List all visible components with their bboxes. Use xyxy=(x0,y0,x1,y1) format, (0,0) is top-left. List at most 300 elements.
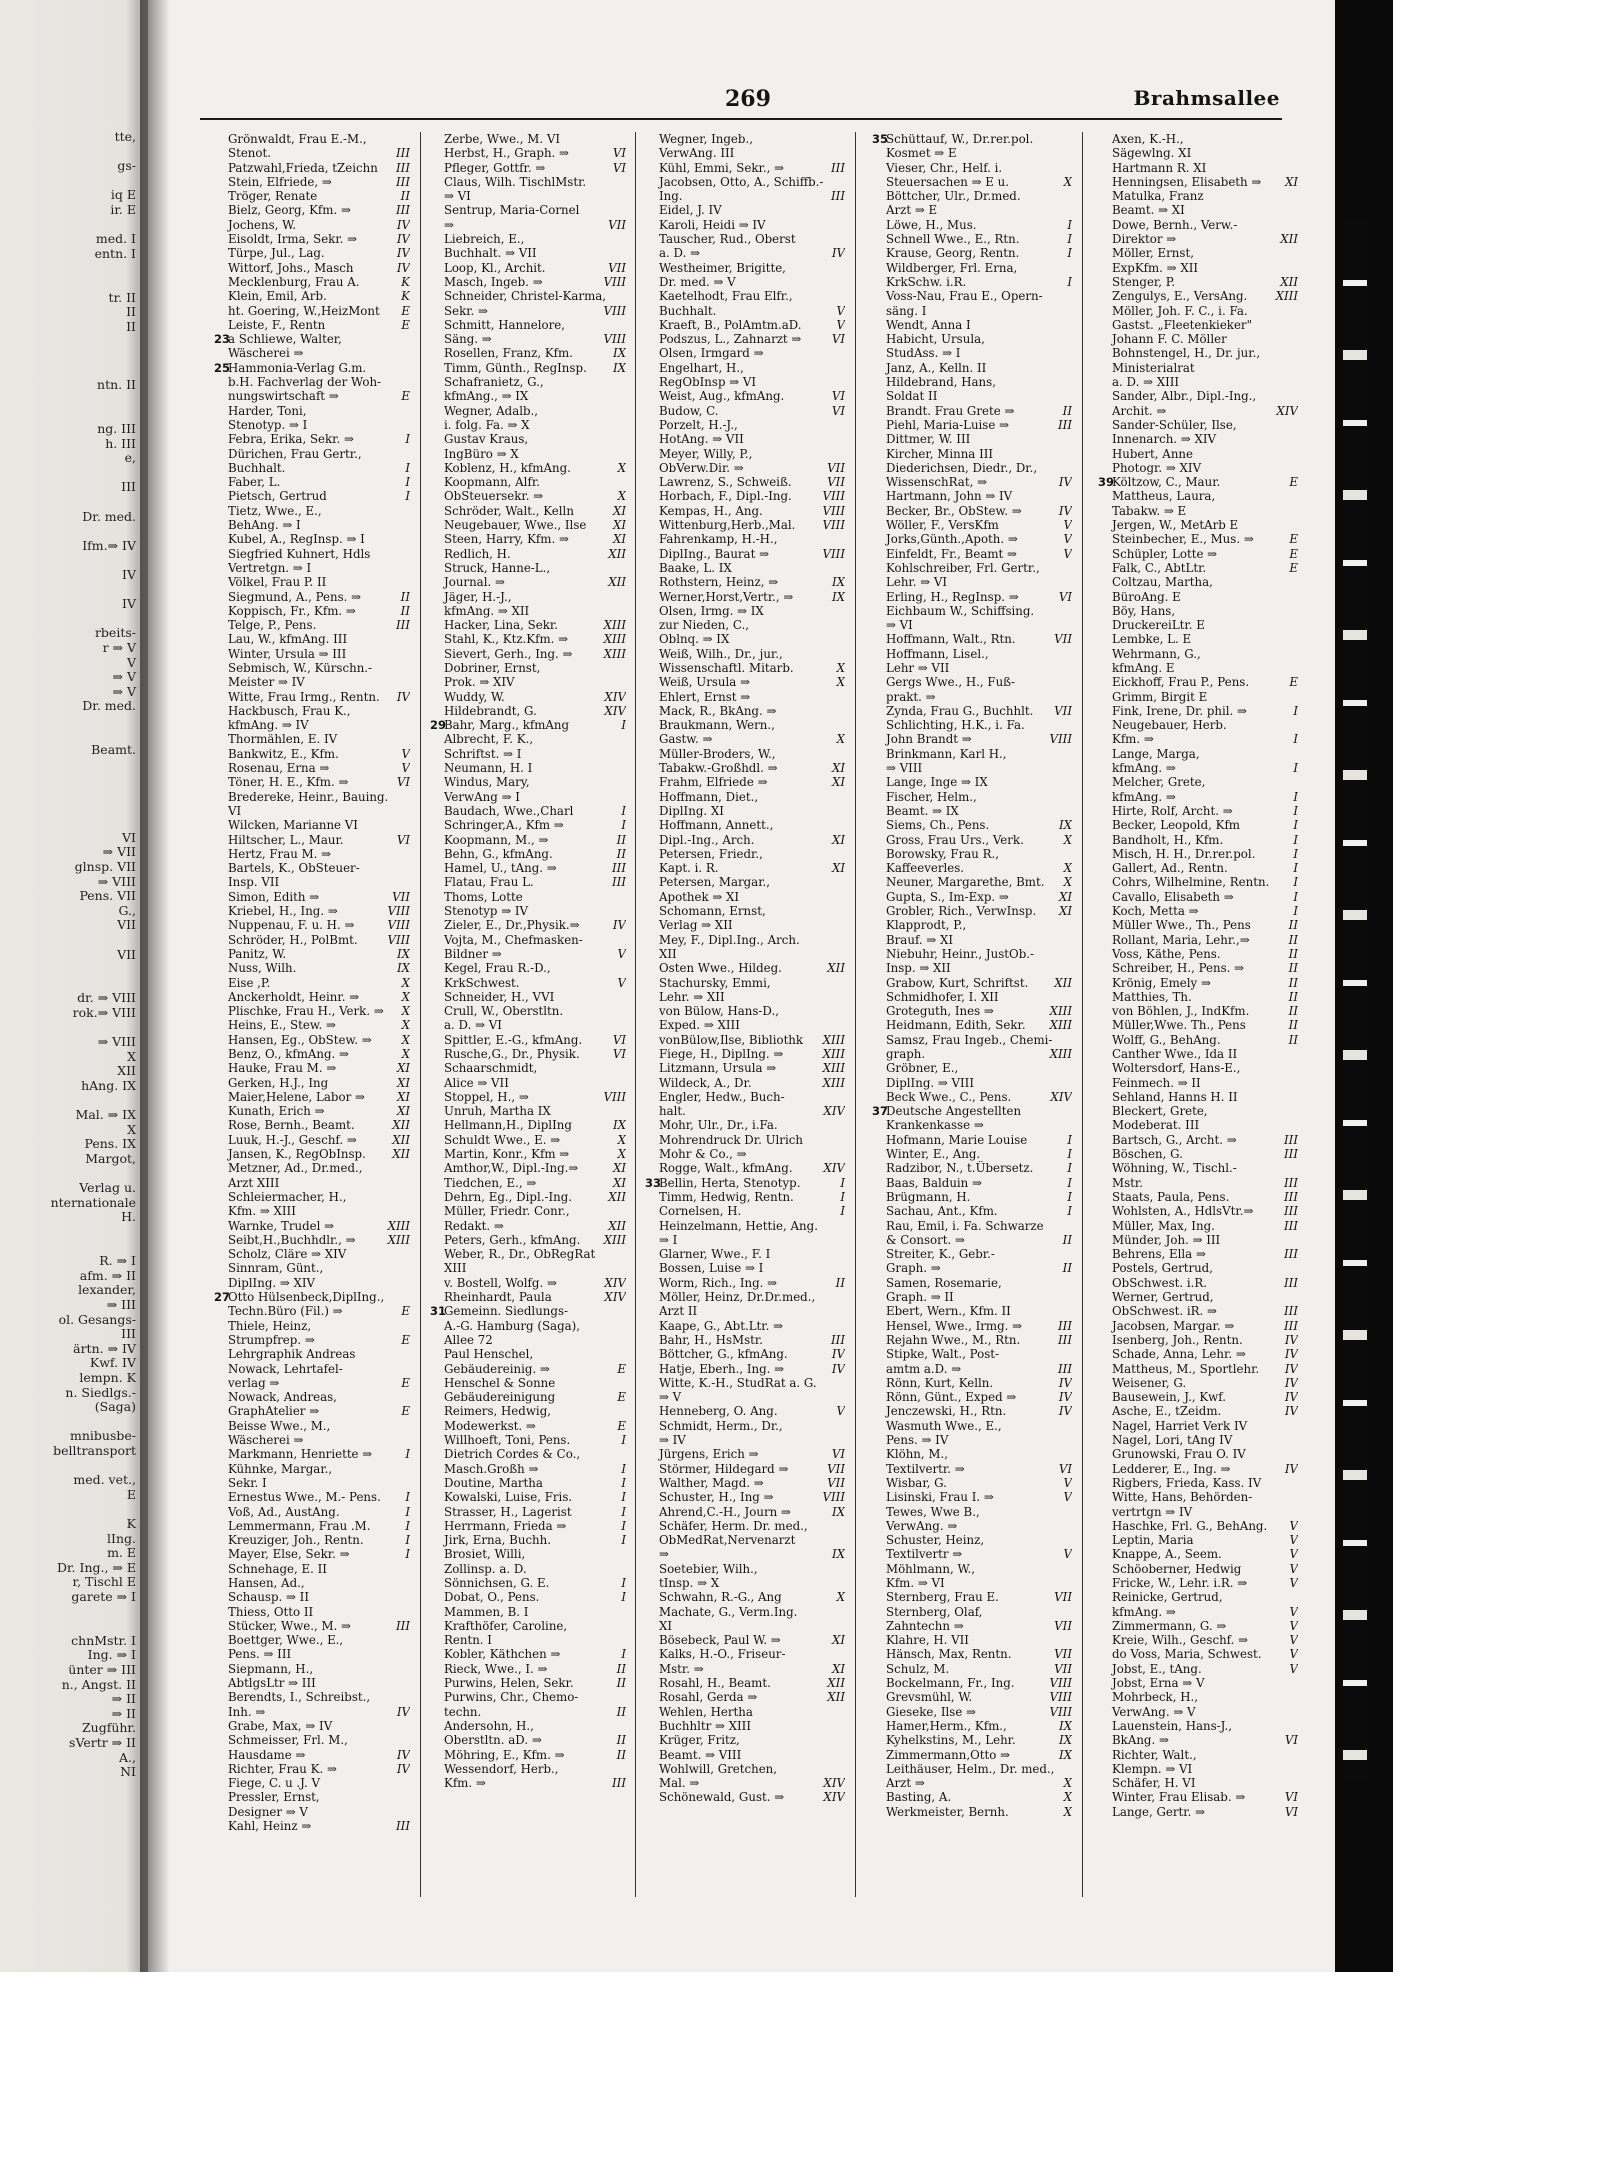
floor-marker: III xyxy=(1055,1333,1072,1347)
resident-name: Sander-Schüler, Ilse, xyxy=(1112,417,1237,432)
directory-entry xyxy=(645,875,845,889)
resident-name: Meyer, Willy, P., xyxy=(659,446,753,461)
floor-marker: XI xyxy=(610,1176,626,1190)
resident-name: Bandholt, H., Kfm. xyxy=(1112,832,1224,847)
resident-name: ⇒ VIII xyxy=(886,761,923,776)
floor-marker: IV xyxy=(1056,1390,1072,1404)
directory-entry xyxy=(1098,1104,1298,1118)
resident-name: Groteguth, Ines ⇒ xyxy=(886,1004,994,1019)
resident-name: zur Nieden, C., xyxy=(659,618,750,633)
resident-name: Graph. ⇒ xyxy=(886,1261,941,1276)
facing-page-text: e, xyxy=(124,450,136,466)
directory-entry xyxy=(872,818,1072,832)
resident-name: Mal. ⇒ xyxy=(659,1776,700,1791)
floor-marker: I xyxy=(618,804,626,818)
directory-entry xyxy=(872,1647,1072,1661)
directory-entry xyxy=(214,1719,410,1733)
directory-entry xyxy=(645,246,845,260)
floor-marker: I xyxy=(1290,818,1298,832)
resident-name: Heidmann, Edith, Sekr. xyxy=(886,1018,1026,1033)
directory-entry xyxy=(430,1362,626,1376)
resident-name: WissenschRat, ⇒ xyxy=(886,475,987,490)
directory-entry xyxy=(645,304,845,318)
resident-name: Niebuhr, Heinr., JustOb.- xyxy=(886,946,1034,961)
directory-entry xyxy=(645,1104,845,1118)
resident-name: Andersohn, H., xyxy=(444,1718,534,1733)
directory-entry xyxy=(645,361,845,375)
resident-name: Neugebauer, Herb. xyxy=(1112,718,1227,733)
resident-name: Weber, R., Dr., ObRegRat xyxy=(444,1247,596,1262)
directory-entry xyxy=(645,632,845,646)
floor-marker: II xyxy=(1286,1004,1298,1018)
resident-name: Claus, Wilh. TischlMstr. xyxy=(444,174,587,189)
floor-marker: XI xyxy=(829,861,845,875)
directory-entry xyxy=(872,203,1072,217)
resident-name: Gieseke, Ilse ⇒ xyxy=(886,1704,976,1719)
resident-name: ObSchwest. i.R. xyxy=(1112,1275,1208,1290)
directory-entry xyxy=(430,747,626,761)
resident-name: Wegner, Ingeb., xyxy=(659,132,753,146)
directory-entry xyxy=(872,1347,1072,1361)
directory-entry xyxy=(214,1390,410,1404)
resident-name: Ing. xyxy=(659,189,683,204)
resident-name: Gemeinn. Siedlungs- xyxy=(444,1304,568,1319)
floor-marker: VI xyxy=(610,146,626,160)
resident-name: Haschke, Frl. G., BehAng. xyxy=(1112,1518,1268,1533)
directory-entry xyxy=(214,418,410,432)
directory-entry xyxy=(645,1090,845,1104)
floor-marker: XI xyxy=(829,761,845,775)
resident-name: Münder, Joh. ⇒ III xyxy=(1112,1232,1221,1247)
directory-entry xyxy=(214,1290,410,1304)
resident-name: Walther, Magd. ⇒ xyxy=(659,1475,764,1490)
directory-entry xyxy=(872,161,1072,175)
resident-name: b.H. Fachverlag der Woh- xyxy=(228,375,382,390)
directory-entry xyxy=(214,375,410,389)
floor-marker: X xyxy=(615,1133,626,1147)
directory-entry xyxy=(214,275,410,289)
floor-marker: II xyxy=(614,1662,626,1676)
resident-name: Berendts, I., Schreibst., xyxy=(228,1690,371,1705)
directory-entry xyxy=(430,1076,626,1090)
facing-page-text: lexander, xyxy=(78,1282,136,1298)
directory-entry xyxy=(872,1447,1072,1461)
resident-name: Wittenburg,Herb.,Mal. xyxy=(659,518,796,533)
resident-name: RegObInsp ⇒ VI xyxy=(659,375,757,390)
directory-entry xyxy=(872,418,1072,432)
resident-name: Beisse Wwe., M., xyxy=(228,1418,331,1433)
facing-page-text: X xyxy=(127,1048,136,1064)
floor-marker: XIV xyxy=(601,704,626,718)
resident-name: Schneider, H., VVI xyxy=(444,989,555,1004)
floor-marker: III xyxy=(393,1619,410,1633)
directory-entry xyxy=(1098,1762,1298,1776)
directory-entry xyxy=(872,1490,1072,1504)
resident-name: Glarner, Wwe., F. I xyxy=(659,1247,771,1262)
directory-entry xyxy=(872,1605,1072,1619)
facing-page-text: ntn. II xyxy=(97,377,136,393)
resident-name: Olsen, Irmgard ⇒ xyxy=(659,346,764,361)
resident-name: Kalks, H.-O., Friseur- xyxy=(659,1647,786,1662)
resident-name: Bossen, Luise ⇒ I xyxy=(659,1261,764,1276)
resident-name: Meister ⇒ IV xyxy=(228,675,305,690)
floor-marker: XII xyxy=(389,1133,410,1147)
floor-marker: IV xyxy=(1282,1376,1298,1390)
facing-page-text: ⇒ II xyxy=(111,1705,136,1721)
resident-name: Ahrend,C.-H., Journ ⇒ xyxy=(659,1504,791,1519)
facing-page-text: IV xyxy=(122,567,136,582)
directory-entry xyxy=(872,1719,1072,1733)
directory-entry xyxy=(430,332,626,346)
directory-entry xyxy=(1098,618,1298,632)
floor-marker: I xyxy=(618,1576,626,1590)
directory-entry xyxy=(872,1233,1072,1247)
resident-name: kfmAng. ⇒ IV xyxy=(228,718,309,733)
directory-entry xyxy=(872,718,1072,732)
resident-name: Pens. ⇒ III xyxy=(228,1647,292,1662)
resident-name: Säng. ⇒ xyxy=(444,332,492,347)
resident-name: Baas, Balduin ⇒ xyxy=(886,1175,982,1190)
directory-entry xyxy=(214,1505,410,1519)
resident-name: Fiege, C. u .J. V xyxy=(228,1776,321,1791)
resident-name: Rau, Emil, i. Fa. Schwarze xyxy=(886,1218,1044,1233)
resident-name: Bockelmann, Fr., Ing. xyxy=(886,1676,1015,1691)
floor-marker: I xyxy=(837,1190,845,1204)
facing-page-text: VII xyxy=(117,946,136,962)
directory-entry xyxy=(430,961,626,975)
facing-page-text: Beamt. xyxy=(91,742,136,758)
resident-name: Koppisch, Fr., Kfm. ⇒ xyxy=(228,603,356,618)
floor-marker: I xyxy=(837,1204,845,1218)
resident-name: Eise ,P. xyxy=(228,975,271,990)
directory-entry xyxy=(430,1462,626,1476)
resident-name: Stenotyp ⇒ IV xyxy=(444,904,529,919)
directory-entry xyxy=(645,1690,845,1704)
directory-entry xyxy=(1098,146,1298,160)
facing-page-text: II xyxy=(126,318,136,334)
directory-entry xyxy=(1098,904,1298,918)
floor-marker: VI xyxy=(1282,1790,1298,1804)
directory-entry xyxy=(214,1562,410,1576)
directory-entry xyxy=(872,804,1072,818)
floor-marker: E xyxy=(398,1404,410,1418)
resident-name: Gupta, S., Im-Exp. ⇒ xyxy=(886,889,1009,904)
resident-name: Cornelsen, H. xyxy=(659,1204,742,1219)
directory-entry xyxy=(1098,432,1298,446)
floor-marker: X xyxy=(399,990,410,1004)
directory-entry xyxy=(430,1290,626,1304)
resident-name: DiplIng. XI xyxy=(659,803,724,818)
directory-entry xyxy=(872,132,1072,146)
floor-marker: X xyxy=(399,1033,410,1047)
resident-name: Hamel, U., tAng. ⇒ xyxy=(444,861,557,876)
floor-marker: X xyxy=(399,1047,410,1061)
resident-name: Tauscher, Rud., Oberst xyxy=(659,232,796,247)
resident-name: Stipke, Walt., Post- xyxy=(886,1347,1000,1362)
facing-page-text: ir. E xyxy=(110,202,136,217)
resident-name: Kfm. ⇒ xyxy=(1112,732,1154,747)
floor-marker: VIII xyxy=(820,504,846,518)
resident-name: Fink, Irene, Dr. phil. ⇒ xyxy=(1112,703,1247,718)
resident-name: Journal. ⇒ xyxy=(444,575,505,590)
directory-entry xyxy=(430,1376,626,1390)
directory-entry xyxy=(645,218,845,232)
directory-entry xyxy=(645,1762,845,1776)
resident-name: ⇒ xyxy=(659,1547,669,1562)
floor-marker: XIII xyxy=(601,618,626,632)
facing-page-text: Dr. Ing., ⇒ E xyxy=(56,1559,136,1575)
resident-name: Brinkmann, Karl H., xyxy=(886,746,1007,761)
floor-marker: I xyxy=(618,1519,626,1533)
directory-entry xyxy=(872,561,1072,575)
directory-entry xyxy=(430,1633,626,1647)
resident-name: halt. xyxy=(659,1104,686,1119)
resident-name: & Consort. ⇒ xyxy=(886,1232,965,1247)
directory-entry xyxy=(645,647,845,661)
floor-marker: E xyxy=(1286,547,1298,561)
facing-page-text: iq E xyxy=(110,187,136,203)
directory-entry xyxy=(214,1748,410,1762)
directory-entry xyxy=(1098,1233,1298,1247)
directory-entry xyxy=(1098,632,1298,646)
facing-page-text: rbeits- xyxy=(94,625,136,641)
directory-entry xyxy=(645,1033,845,1047)
resident-name: Engelhart, H., xyxy=(659,360,744,375)
floor-marker: I xyxy=(402,461,410,475)
directory-entry xyxy=(430,1276,626,1290)
resident-name: nungswirtschaft ⇒ xyxy=(228,389,339,404)
resident-name: Richter, Walt., xyxy=(1112,1747,1197,1762)
resident-name: Dr. med. ⇒ V xyxy=(659,274,736,289)
directory-entry xyxy=(430,1333,626,1347)
directory-entry xyxy=(872,790,1072,804)
resident-name: vonBülow,Ilse, Bibliothk xyxy=(659,1032,804,1047)
floor-marker: I xyxy=(1064,1133,1072,1147)
directory-entry xyxy=(430,1590,626,1604)
floor-marker: IX xyxy=(829,590,845,604)
resident-name: Axen, K.-H., xyxy=(1112,132,1184,146)
resident-name: Dobat, O., Pens. xyxy=(444,1590,540,1605)
resident-name: Jenczewski, H., Rtn. xyxy=(886,1404,1007,1419)
resident-name: Bösebeck, Paul W. ⇒ xyxy=(659,1633,781,1648)
resident-name: Stoppel, H., ⇒ xyxy=(444,1089,529,1104)
facing-page-text: ⇒ VII xyxy=(102,844,136,860)
resident-name: Siepmann, H., xyxy=(228,1661,314,1676)
facing-page-text: n. Siedlgs.- xyxy=(65,1384,136,1400)
directory-entry xyxy=(214,1090,410,1104)
resident-name: Windus, Mary, xyxy=(444,775,530,790)
directory-entry xyxy=(214,661,410,675)
resident-name: Jirk, Erna, Buchh. xyxy=(444,1533,551,1548)
resident-name: Thoms, Lotte xyxy=(444,889,523,904)
resident-name: Pens. ⇒ IV xyxy=(886,1433,949,1448)
directory-entry xyxy=(1098,1390,1298,1404)
directory-entry xyxy=(430,461,626,475)
directory-entry xyxy=(214,790,410,804)
resident-name: Reinicke, Gertrud, xyxy=(1112,1590,1223,1605)
resident-name: tInsp. ⇒ X xyxy=(659,1575,720,1590)
directory-entry xyxy=(645,1719,845,1733)
directory-entry xyxy=(214,447,410,461)
directory-entry xyxy=(645,1061,845,1075)
directory-entry xyxy=(430,775,626,789)
floor-marker: I xyxy=(1064,275,1072,289)
directory-entry xyxy=(872,1690,1072,1704)
directory-entry xyxy=(1098,1590,1298,1604)
directory-entry xyxy=(1098,861,1298,875)
directory-entry xyxy=(214,1247,410,1261)
resident-name: Liebreich, E., xyxy=(444,232,525,247)
directory-entry xyxy=(214,1676,410,1690)
resident-name: Matulka, Franz xyxy=(1112,189,1204,204)
facing-page-text: belltransport xyxy=(53,1443,136,1458)
directory-entry xyxy=(1098,804,1298,818)
facing-page-text: Kwf. IV xyxy=(89,1355,136,1371)
directory-entry xyxy=(430,875,626,889)
resident-name: Wehrmann, G., xyxy=(1112,646,1201,661)
resident-name: Seibt,H.,Buchhdlr., ⇒ xyxy=(228,1232,356,1247)
resident-name: kfmAng. E xyxy=(1112,660,1175,675)
resident-name: Möller, Heinz, Dr.Dr.med., xyxy=(659,1290,816,1305)
resident-name: Melcher, Grete, xyxy=(1112,775,1206,790)
floor-marker: VIII xyxy=(385,933,411,947)
resident-name: Lange, Marga, xyxy=(1112,746,1200,761)
floor-marker: V xyxy=(1060,547,1072,561)
floor-marker: III xyxy=(1281,1176,1298,1190)
resident-name: Koopmann, Alfr. xyxy=(444,475,540,490)
directory-entry xyxy=(645,1376,845,1390)
directory-entry xyxy=(430,1547,626,1561)
floor-marker: V xyxy=(1286,1547,1298,1561)
resident-name: Lange, Gertr. ⇒ xyxy=(1112,1804,1206,1819)
directory-entry xyxy=(214,161,410,175)
directory-entry xyxy=(645,1748,845,1762)
resident-name: Wittorf, Johs., Masch xyxy=(228,260,354,275)
directory-entry xyxy=(872,447,1072,461)
directory-entry xyxy=(872,1790,1072,1804)
directory-entry xyxy=(430,1419,626,1433)
directory-entry xyxy=(430,1404,626,1418)
resident-name: Nuss, Wilh. xyxy=(228,961,297,976)
floor-marker: VI xyxy=(1056,590,1072,604)
floor-marker: XI xyxy=(829,833,845,847)
facing-page-text: Zugführ. xyxy=(81,1720,136,1736)
resident-name: Winter, Frau Elisab. ⇒ xyxy=(1112,1790,1246,1805)
directory-entry xyxy=(1098,647,1298,661)
directory-entry xyxy=(1098,1290,1298,1304)
directory-entry xyxy=(430,1219,626,1233)
directory-entry xyxy=(430,647,626,661)
directory-entry xyxy=(645,1519,845,1533)
resident-name: BehAng. ⇒ I xyxy=(228,518,301,533)
floor-marker: V xyxy=(1286,1662,1298,1676)
directory-entry xyxy=(1098,1519,1298,1533)
resident-name: ⇒ V xyxy=(659,1390,682,1405)
resident-name: Dürichen, Frau Gertr., xyxy=(228,446,362,461)
directory-entry xyxy=(872,1748,1072,1762)
directory-entry xyxy=(1098,1790,1298,1804)
floor-marker: I xyxy=(1290,790,1298,804)
directory-entry xyxy=(645,1204,845,1218)
resident-name: Krause, Georg, Rentn. xyxy=(886,246,1020,261)
directory-entry xyxy=(214,504,410,518)
floor-marker: XIII xyxy=(1047,1004,1072,1018)
directory-entry xyxy=(872,532,1072,546)
resident-name: Tewes, Wwe B., xyxy=(886,1504,980,1519)
facing-page-text: Margot, xyxy=(85,1151,136,1166)
floor-marker: IV xyxy=(1282,1390,1298,1404)
floor-marker: II xyxy=(1286,976,1298,990)
directory-entry xyxy=(214,475,410,489)
directory-entry xyxy=(645,175,845,189)
resident-name: Rejahn Wwe., M., Rtn. xyxy=(886,1332,1021,1347)
resident-name: Stenot. xyxy=(228,146,271,161)
directory-entry xyxy=(1098,690,1298,704)
resident-name: Hensel, Wwe., Irmg. ⇒ xyxy=(886,1318,1023,1333)
resident-name: Wissenschaftl. Mitarb. xyxy=(659,660,794,675)
resident-name: Verlag ⇒ XII xyxy=(659,918,733,933)
resident-name: Textilvertr ⇒ xyxy=(886,1547,963,1562)
resident-name: Modeberat. III xyxy=(1112,1118,1200,1133)
directory-entry xyxy=(430,818,626,832)
directory-entry xyxy=(1098,947,1298,961)
resident-name: kfmAng. ⇒ xyxy=(1112,1604,1176,1619)
directory-entry xyxy=(214,1404,410,1418)
floor-marker: V xyxy=(833,318,845,332)
resident-name: Hauke, Frau M. ⇒ xyxy=(228,1061,337,1076)
directory-entry xyxy=(872,232,1072,246)
directory-entry xyxy=(872,875,1072,889)
directory-entry xyxy=(214,718,410,732)
resident-name: VI xyxy=(228,803,242,818)
resident-name: Wohlwill, Gretchen, xyxy=(659,1761,778,1776)
directory-entry xyxy=(1098,918,1298,932)
resident-name: Voss-Nau, Frau E., Opern- xyxy=(886,289,1043,304)
resident-name: Coltzau, Martha, xyxy=(1112,575,1213,590)
resident-name: Arzt II xyxy=(659,1304,698,1319)
directory-entry xyxy=(1098,332,1298,346)
directory-entry xyxy=(645,1276,845,1290)
resident-name: Schafranietz, G., xyxy=(444,375,544,390)
directory-entry xyxy=(214,146,410,160)
directory-entry xyxy=(430,547,626,561)
resident-name: ⇒ xyxy=(444,217,454,232)
resident-name: Stahl, K., Ktz.Kfm. ⇒ xyxy=(444,632,569,647)
resident-name: Klahre, H. VII xyxy=(886,1633,969,1648)
directory-entry xyxy=(645,618,845,632)
resident-name: Scholz, Cläre ⇒ XIV xyxy=(228,1247,347,1262)
directory-entry xyxy=(430,447,626,461)
resident-name: Deutsche Angestellten xyxy=(886,1104,1022,1119)
resident-name: Kraeft, B., PolAmtm.aD. xyxy=(659,317,802,332)
resident-name: Bahr, H., HsMstr. xyxy=(659,1332,763,1347)
resident-name: Sekr. I xyxy=(228,1475,267,1490)
resident-name: Rusche,G., Dr., Physik. xyxy=(444,1047,580,1061)
directory-entry xyxy=(645,661,845,675)
floor-marker: IV xyxy=(394,1748,410,1762)
directory-entry xyxy=(214,1362,410,1376)
resident-name: Böy, Hans, xyxy=(1112,603,1176,618)
floor-marker: III xyxy=(1281,1190,1298,1204)
floor-marker: V xyxy=(833,304,845,318)
resident-name: Klempn. ⇒ VI xyxy=(1112,1761,1193,1776)
directory-entry xyxy=(872,475,1072,489)
directory-entry xyxy=(872,761,1072,775)
resident-name: Sönnichsen, G. E. xyxy=(444,1575,550,1590)
resident-name: Gröbner, E., xyxy=(886,1061,959,1076)
directory-entry xyxy=(1098,261,1298,275)
resident-name: Jorks,Günth.,Apoth. ⇒ xyxy=(886,532,1018,547)
